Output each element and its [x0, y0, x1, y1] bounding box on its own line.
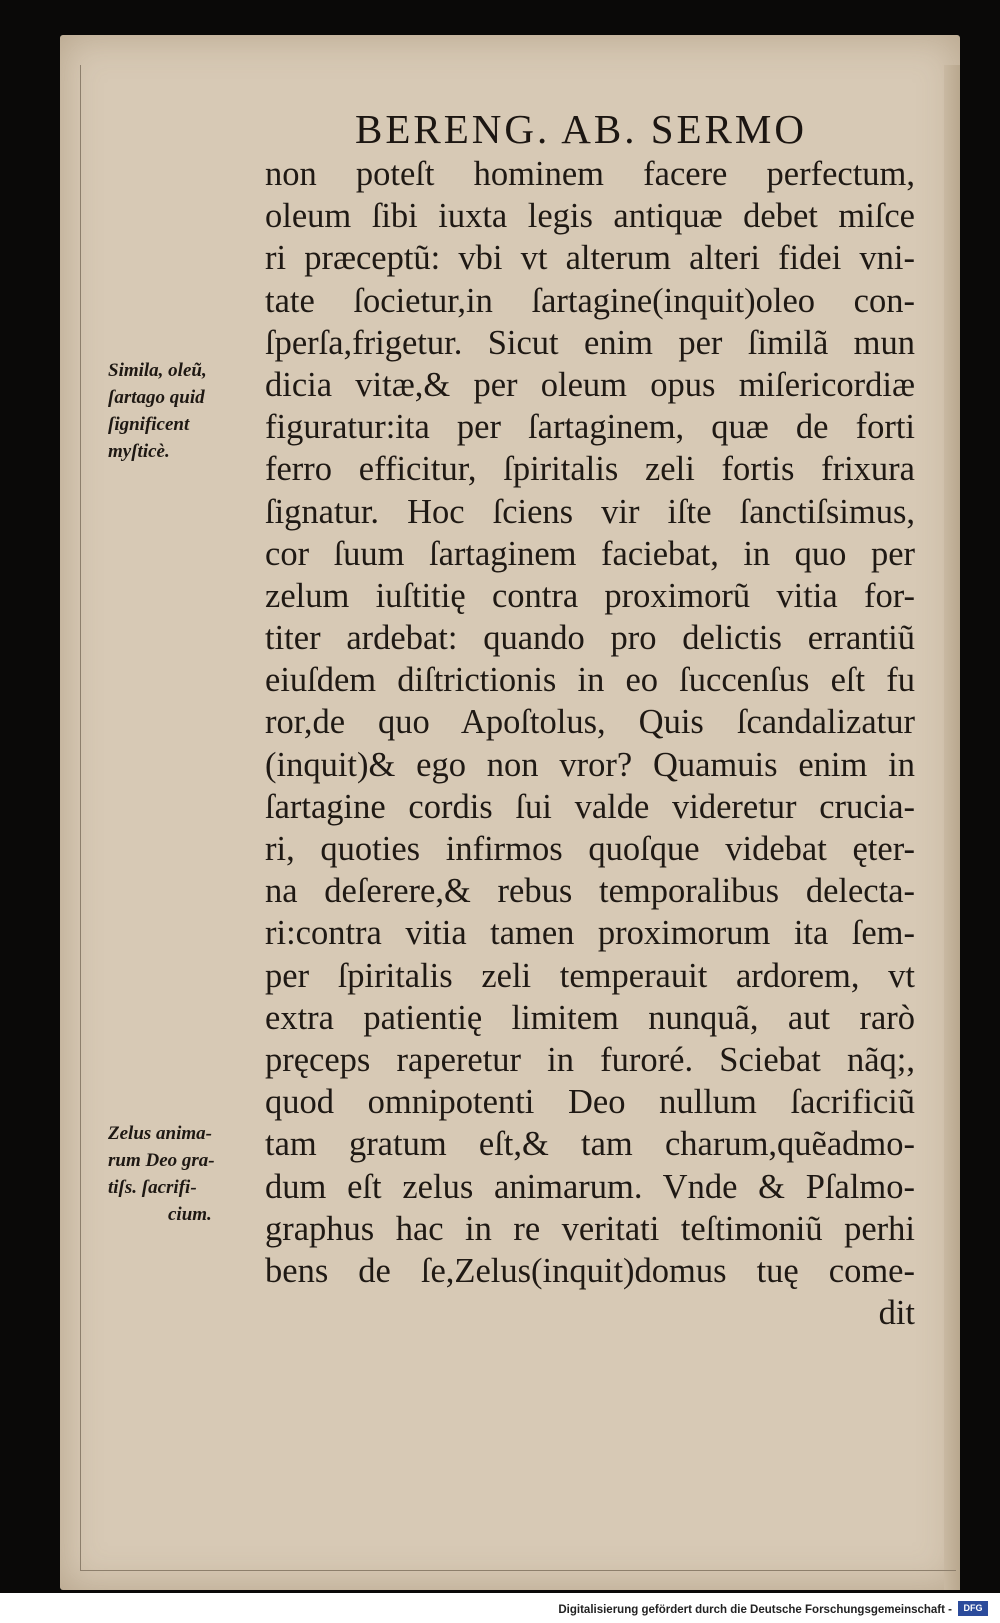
margin-note-line: cium. [168, 1204, 212, 1225]
text-line: cor ſuum ſartaginem faciebat, in quo per [265, 534, 915, 573]
text-line: ri:contra vitia tamen proximorum ita ſem- [265, 914, 915, 953]
margin-note-line: ſignificent [108, 414, 190, 435]
text-line: quod omnipotenti Deo nullum ſacrificiũ [265, 1083, 915, 1122]
text-line: non poteſt hominem facere perfectum, [265, 155, 915, 193]
book-page [60, 35, 960, 1590]
text-line: ferro efficitur, ſpiritalis zeli fortis frixura [265, 450, 915, 489]
margin-note-line: tiſs. ſacrifi- [108, 1177, 197, 1198]
margin-note-line: rum Deo gra- [108, 1150, 215, 1171]
margin-note-line: Simila, oleũ, [108, 360, 207, 381]
text-line: zelum iuſtitię contra proximorũ vitia for- [265, 576, 915, 615]
text-line: dicia vitæ,& per oleum opus miſericordiæ [265, 365, 915, 404]
running-header: BERENG. AB. SERMO [355, 106, 807, 152]
text-line: eiuſdem diſtrictionis in eo ſuccenſus eſt fu [265, 661, 915, 700]
text-line: ror,de quo Apoſtolus, Quis ſcandalizatur [265, 703, 915, 742]
margin-note-line: ſartago quid [108, 387, 205, 408]
text-line: figuratur:ita per ſartaginem, quæ de forti [265, 408, 915, 447]
text-line: graphus hac in re veritati teſtimoniũ perhi [265, 1209, 915, 1248]
text-line: ſperſa,frigetur. Sicut enim per ſimilã mun [265, 323, 915, 362]
text-line: per ſpiritalis zeli temperauit ardorem, vt [265, 956, 915, 995]
body-text [265, 153, 915, 1334]
text-line: ſartagine cordis ſui valde videretur crucia- [265, 787, 915, 826]
text-line: titer ardebat: quando pro delictis errantiũ [265, 619, 915, 658]
text-line: ſignatur. Hoc ſciens vir iſte ſanctiſsimus, [265, 492, 915, 531]
text-line: ri, quoties infirmos quoſque videbat ęter- [265, 830, 915, 868]
text-line: tam gratum eſt,& tam charum,quẽadmo- [265, 1125, 915, 1164]
margin-note-line: myſticè. [108, 441, 170, 462]
text-line: bens de ſe,Zelus(inquit)domus tuę come- [265, 1251, 915, 1290]
text-line: tate ſocietur,in ſartagine(inquit)oleo con- [265, 281, 915, 320]
margin-note-1 [108, 357, 258, 465]
catchword: dit [878, 1294, 915, 1333]
text-line: extra patientię limitem nunquã, aut rarò [265, 998, 915, 1037]
text-line: (inquit)& ego non vror? Quamuis enim in [265, 745, 915, 784]
margin-note-2 [108, 1120, 258, 1228]
text-line: oleum ſibi iuxta legis antiquæ debet miſce [265, 197, 915, 236]
footer-bar [0, 1593, 1000, 1623]
text-line: ri præceptũ: vbi vt alterum alteri fidei vni- [265, 239, 915, 278]
text-line: pręceps raperetur in furoré. Sciebat nãq;, [265, 1040, 915, 1079]
funding-credit: Digitalisierung gefördert durch die Deutsche Forschungsgemeinschaft - [558, 1604, 952, 1616]
dfg-logo-icon: DFG [958, 1601, 988, 1616]
text-line: dum eſt zelus animarum. Vnde & Pſalmo- [265, 1167, 915, 1206]
margin-note-line: Zelus anima- [108, 1123, 212, 1144]
text-line: na deſerere,& rebus temporalibus delecta- [265, 872, 915, 911]
